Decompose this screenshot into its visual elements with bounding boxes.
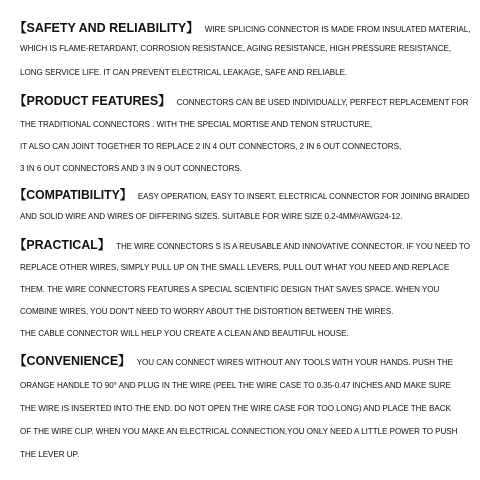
section-heading: 【COMPATIBILITY】 (14, 188, 133, 202)
section-line (14, 189, 470, 203)
section-line (14, 95, 468, 109)
section-line (14, 355, 453, 369)
section-text: THE WIRE CONNECTORS S IS A REUSABLE AND INNOVATIVE CONNECTOR. IF YOU NEED TO (116, 242, 470, 251)
section-heading: 【PRODUCT FEATURES】 (14, 94, 171, 108)
section-text: YOU CAN CONNECT WIRES WITHOUT ANY TOOLS WITH YOUR HANDS. PUSH THE (136, 358, 454, 367)
section-text: ORANGE HANDLE TO 90° AND PLUG IN THE WIRE (PEEL THE WIRE CASE TO 0.35-0.47 INCHES AND MAKE SURE (20, 381, 451, 390)
section-heading: 【PRACTICAL】 (14, 238, 111, 252)
section-heading: 【CONVENIENCE】 (14, 354, 131, 368)
section-text: CONNECTORS CAN BE USED INDIVIDUALLY, PERFECT REPLACEMENT FOR (176, 98, 469, 107)
section-line (14, 239, 470, 253)
section-text: THE CABLE CONNECTOR WILL HELP YOU CREATE A CLEAN AND BEAUTIFUL HOUSE. (20, 329, 349, 338)
section-text: WHICH IS FLAME-RETARDANT, CORROSION RESISTANCE, AGING RESISTANCE, HIGH PRESSURE RESISTANCE, (20, 44, 452, 53)
section-text: THEM. THE WIRE CONNECTORS FEATURES A SPECIAL SCIENTIFIC DESIGN THAT SAVES SPACE. WHEN YOU (20, 285, 440, 294)
section-text: OF THE WIRE CLIP. WHEN YOU MAKE AN ELECTRICAL CONNECTION,YOU ONLY NEED A LITTLE POWER TO PUSH (20, 427, 458, 436)
section-text: IT ALSO CAN JOINT TOGETHER TO REPLACE 2 IN 4 OUT CONNECTORS, 2 IN 6 OUT CONNECTORS, (20, 142, 402, 151)
section-text: WIRE SPLICING CONNECTOR IS MADE FROM INSULATED MATERIAL, (204, 25, 471, 34)
section-text: COMBINE WIRES, YOU DON'T NEED TO WORRY ABOUT THE DISTORTION BETWEEN THE WIRES. (20, 307, 394, 316)
section-text: REPLACE OTHER WIRES, SIMPLY PULL UP ON THE SMALL LEVERS, PULL OUT WHAT YOU NEED AND REPLACE (20, 263, 450, 272)
section-text: LONG SERVICE LIFE. IT CAN PREVENT ELECTRICAL LEAKAGE, SAFE AND RELIABLE. (20, 68, 348, 77)
section-line (14, 22, 470, 36)
section-text: THE WIRE IS INSERTED INTO THE END. DO NOT OPEN THE WIRE CASE FOR TOO LONG) AND PLACE THE BACK (20, 404, 451, 413)
section-text: THE TRADITIONAL CONNECTORS . WITH THE SPECIAL MORTISE AND TENON STRUCTURE, (20, 120, 373, 129)
section-text: 3 IN 6 OUT CONNECTORS AND 3 IN 9 OUT CONNECTORS. (20, 164, 242, 173)
section-text: AND SOLID WIRE AND WIRES OF DIFFERING SIZES. SUITABLE FOR WIRE SIZE 0.2-4MM²/AWG24-12. (20, 212, 403, 221)
section-text: EASY OPERATION, EASY TO INSERT. ELECTRICAL CONNECTOR FOR JOINING BRAIDED (137, 192, 470, 201)
section-heading: 【SAFETY AND RELIABILITY】 (14, 21, 199, 35)
section-text: THE LEVER UP. (20, 450, 80, 459)
